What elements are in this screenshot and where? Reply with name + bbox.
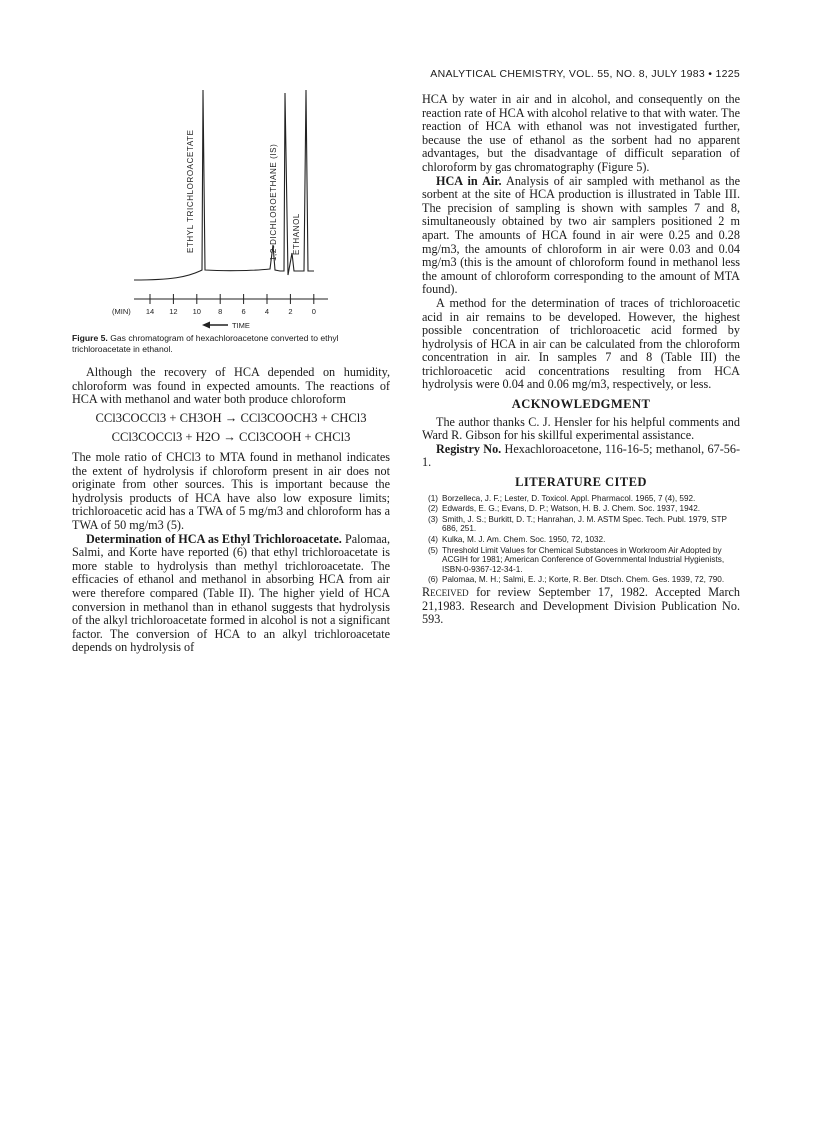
- axis-tick-label: 10: [192, 307, 201, 316]
- received-lead: Received: [422, 584, 469, 599]
- paragraph-hca-water: HCA by water in air and in alcohol, and consequently on the reaction rate of HCA with alcohol relative to that with water. The reaction of HCA with ethanol was not investigated further, because the use of ethanol as the sorbent had no apparent advantages, but the disadvantage of difficult separation of chloroform by gas chromatography (Figure 5).: [422, 92, 740, 174]
- reference-number: (6): [428, 575, 439, 585]
- reference-item: [422, 494, 740, 504]
- axis-tick-label: 2: [288, 307, 293, 316]
- section-body-ethyl: Palomaa, Salmi, and Korte have reported (6) that ethyl trichloroacetate is more stable to hydrolysis than methyl trichloroacetate. The efficacies of ethanol and methanol in absorbing HCA from air were therefore compared (Table II). The higher yield of HCA conversion in methanol than in ethanol suggests that hydrolysis of the alkyl trichloroacetate formed in alcohol is not a significant factor. The conversion of HCA to an alkyl trichloroacetate depends on hydrolysis of: [72, 531, 390, 655]
- right-column: [422, 93, 740, 627]
- axis-tick-label: 0: [311, 307, 316, 316]
- figure-caption: [72, 333, 390, 355]
- reference-number: (4): [428, 535, 439, 544]
- reference-number: (1): [428, 493, 439, 503]
- section-body-hca-air: Analysis of air sampled with methanol as the sorbent at the site of HCA production is illustrated in Table III. The precision of sampling is shown with samples 7 and 8, simultaneously obtained by two air samplers positioned 2 m apart. The amounts of HCA found in air were 0.25 and 0.28 mg/m3, the amounts of chloroform in air were 0.03 and 0.04 mg/m3 (this is the amount of chloroform found in methanol less the amount of chloroform corresponding to the amount of MTA found).: [422, 173, 740, 297]
- reference-item: [422, 546, 740, 575]
- axis-unit: (MIN): [112, 307, 131, 316]
- registry-text: Hexachloroacetone, 116-16-5; methanol, 67-56-1.: [422, 441, 741, 470]
- time-arrow-head: [202, 322, 210, 329]
- chromatogram-figure: [72, 85, 390, 355]
- reference-item: [422, 515, 740, 534]
- axis-tick-label: 8: [218, 307, 223, 316]
- reference-number: (5): [428, 545, 439, 555]
- left-column: [72, 366, 390, 655]
- paragraph-hca-air: [422, 175, 740, 297]
- reference-text: Kulka, M. J. Am. Chem. Soc. 1950, 72, 1032.: [442, 535, 606, 544]
- reference-text: Borzelleca, J. F.; Lester, D. Toxicol. Appl. Pharmacol. 1965, 7 (4), 592.: [442, 493, 696, 503]
- paragraph-humidity: Although the recovery of HCA depended on humidity, chloroform was found in expected amounts. The reactions of HCA with methanol and water both produce chloroform: [72, 365, 390, 407]
- axis-tick-label: 12: [169, 307, 178, 316]
- received-text: for review September 17, 1982. Accepted March 21,1983. Research and Development Division Publication No. 593.: [422, 584, 741, 627]
- figure-caption-text: Gas chromatogram of hexachloroacetone converted to ethyl trichloroacetate in ethanol.: [72, 333, 339, 354]
- received-note: [422, 586, 740, 627]
- time-label: TIME: [232, 321, 250, 330]
- registry-head: Registry No.: [436, 441, 502, 456]
- literature-heading: LITERATURE CITED: [515, 475, 647, 490]
- reference-number: (2): [428, 504, 439, 514]
- section-head-ethyl: Determination of HCA as Ethyl Trichloroacetate.: [86, 531, 342, 546]
- reference-text: Smith, J. S.; Burkitt, D. T.; Hanrahan, J. M. ASTM Spec. Tech. Publ. 1979, STP 686, 251.: [442, 514, 727, 534]
- reference-text: Threshold Limit Values for Chemical Substances in Workroom Air Adopted by ACGIH for 1981; American Conference of Governmental Industrial Hygienists, ISBN-0-9367-12-34-1.: [442, 545, 725, 574]
- peak-label-ethanol: ETHANOL: [292, 213, 301, 255]
- paragraph-mole-ratio: The mole ratio of CHCl3 to MTA found in methanol indicates the extent of hydrolysis if chloroform present in air does not originate from other sources. This is important because the hydrolysis products of HCA have also low exposure limits; trichloroacetic acid has a TWA of 5 mg/m3 and chloroform has a TWA of 50 mg/m3 (5).: [72, 449, 390, 532]
- reference-text: Edwards, E. G.; Evans, D. P.; Watson, H. B. J. Chem. Soc. 1937, 1942.: [442, 504, 701, 514]
- axis-tick-label: 14: [145, 307, 155, 316]
- reference-item: [422, 504, 740, 514]
- axis-tick-labels: [146, 307, 316, 316]
- reference-list: [422, 494, 740, 585]
- acknowledgment-text: The author thanks C. J. Hensler for his helpful comments and Ward R. Gibson for his skillful experimental assistance.: [422, 414, 740, 443]
- axis-tick-label: 6: [241, 307, 246, 316]
- reference-item: [422, 535, 740, 545]
- reference-number: (3): [428, 514, 439, 524]
- reference-item: [422, 575, 740, 585]
- peak-label-dichloroethane: 1,2-DICHLOROETHANE (IS): [269, 143, 278, 261]
- reference-text: Palomaa, M. H.; Salmi, E. J.; Korte, R. Ber. Dtsch. Chem. Ges. 1939, 72, 790.: [442, 575, 725, 585]
- journal-header: ANALYTICAL CHEMISTRY, VOL. 55, NO. 8, JULY 1983 • 1225: [430, 68, 740, 80]
- paragraph-trichloroacetic-acid: A method for the determination of traces of trichloroacetic acid in air remains to be developed. However, the highest possible concentration of trichloroacetic acid formed by hydrolysis of HCA in air can be calculated from the chloroform concentration in air. In samples 7 and 8 (Table III) the trichloroacetic acid concentrations resulting from HCA hydrolysis were 0.04 and 0.06 mg/m3, respectively, or less.: [422, 295, 740, 392]
- equation-water: CCl3COCCl3 + H2O → CCl3COOH + CHCl3: [111, 430, 351, 445]
- paragraph-ethyl-trichloroacetate: [72, 533, 390, 655]
- registry-line: [422, 443, 740, 470]
- axis-tick-label: 4: [264, 307, 270, 316]
- section-head-hca-air: HCA in Air.: [436, 173, 502, 188]
- figure-caption-label: Figure 5.: [72, 333, 108, 343]
- chromatogram-trace: [134, 90, 314, 280]
- equation-methanol: CCl3COCCl3 + CH3OH → CCl3COOCH3 + CHCl3: [95, 410, 367, 425]
- chromatogram-plot: [72, 85, 390, 330]
- peak-label-ethyl-trichloroacetate: ETHYL TRICHLOROACETATE: [186, 129, 195, 253]
- acknowledgment-heading: ACKNOWLEDGMENT: [511, 397, 651, 412]
